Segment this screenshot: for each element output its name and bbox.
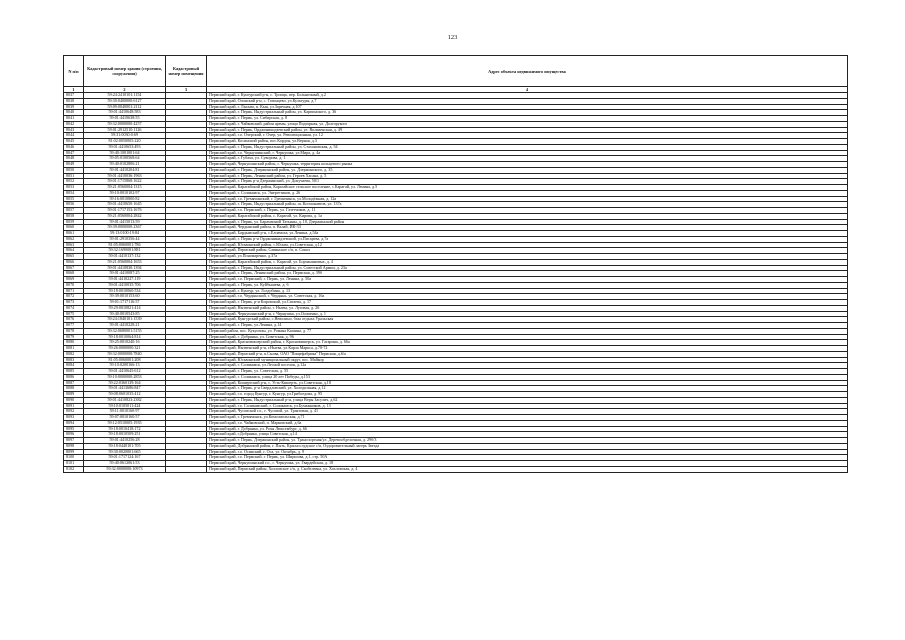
address: Пермский край, г. Пермь, р-н Кировский, ул.Сигаева, д. 17 [207,300,848,306]
table-header-row [64,56,848,87]
address: Пермский край, г. Пермь, Индустриальный р-н, улица Веры Засулич, д.62 [207,397,848,403]
address: Пермский край, г. Пермь, Дзержинский район, ул. Транспортная/ул. Деревообделочная, д. 29б/3 [207,438,848,444]
row-number: 8052 [64,179,84,185]
address: Пермский край, г. Пермь, Ленинский район, ул. Героев Хасана, д. 5 [207,173,848,179]
address: Пермский край, г. Пермь, Индустриальный район, ул. Карпинского, д. 36 [207,110,848,116]
address: Пермский край, г. Пермь, Дзержинский район, ул. Дзержинского, д. 35 [207,167,848,173]
building-cadastral-number: 59:13:0100:19:84 [84,231,166,237]
row-number: 8098 [64,443,84,449]
building-cadastral-number: 81:05:0060001:786 [84,242,166,248]
address: Пермский край, г.о. Пермский, г. Пермь, ул. Газетчиков, д. 11 [207,208,848,214]
building-cadastral-number: 59:18:0010418:172 [84,426,166,432]
address: Пермский край, Нытвенский район, г. Нытва, ул. Луговая, д. 26 [207,305,848,311]
address: Пермский край, г.о. Соликамский, г. Соликамск, ул.Бумажников, д. 13 [207,403,848,409]
building-cadastral-number: 59:01:4410036:1963 [84,173,166,179]
column-number: 3 [166,87,207,93]
building-cadastral-number: 59:01:4410638:55 [84,116,166,122]
address: Пермский край, Чернушинский район, г. Чернушка, территория кольцевого рынка [207,162,848,168]
building-cadastral-number: 59:01:4410087:25 [84,271,166,277]
row-number: 8038 [64,98,84,104]
address: Пермский край, г. Пермь р-н Дзержинский, ул. Докучаева, 50/1 [207,179,848,185]
address: Пермский край, Карагайский район, с. Карагай, ул. Кирова, д. 1а [207,213,848,219]
row-number: 8074 [64,305,84,311]
building-cadastral-number: 59:10:0000000:2853 [84,374,166,380]
property-table [63,55,848,473]
row-number: 8046 [64,144,84,150]
building-cadastral-number: 59:10:0200166:13 [84,363,166,369]
address: Пермский край, г. Соликамск, ул. Энергетиков, д. 26 [207,190,848,196]
row-number: 8077 [64,323,84,329]
address: Пермский край, г. Пермь, ул.Ленина, д.14 [207,323,848,329]
address: Пермский край, г. Пермь, Орджоникидзевский район, ул. Вильвенская, д. 49 [207,127,848,133]
address: Пермский край, г. Гремячинск, ул.Комсомольская, д.71 [207,415,848,421]
address: Пермский край, Пермский р-н, п.Сылва, ОАО "Пищефабрика" Пермская, д.6/а [207,351,848,357]
building-cadastral-number: 59:32:0000000:4257 [84,121,166,127]
building-cadastral-number: 59:01:1717153:1676 [84,208,166,214]
building-cadastral-number: 59:01:1717116:57 [84,300,166,306]
address: Пермский край, г. Добрянка, ул. Советская, д. 96 [207,334,848,340]
building-cadastral-number: 59:21:0560004:1315 [84,185,166,191]
address: Пермский край, Косинский район, пос.Кордон, ул.Верная, д.3 [207,139,848,145]
building-cadastral-number: 59:01:1717124:167 [84,455,166,461]
table-row [64,466,848,472]
building-cadastral-number: 59:01:4413686:847 [84,386,166,392]
row-number: 8099 [64,449,84,455]
row-number: 8076 [64,317,84,323]
address: Пермский край, Чусовской г.о., г. Чусовой, ул. Трактовая, д. 41 [207,409,848,415]
row-number: 8085 [64,369,84,375]
building-cadastral-number: 59:32:0000000:10973 [84,466,166,472]
row-number: 8070 [64,282,84,288]
building-cadastral-number: 59:40:0612061:53 [84,461,166,467]
row-number: 8058 [64,213,84,219]
building-cadastral-number: 59:18:0010060:534 [84,288,166,294]
building-cadastral-number: 59:01:4415013:59 [84,219,166,225]
address: Пермский край, Карагайский район, с. Карагай, ул. Борчаниновых, д. 4 [207,259,848,265]
building-cadastral-number: 59:16:0010800:82 [84,196,166,202]
building-cadastral-number: 59:01:4410035:706 [84,282,166,288]
building-cadastral-number: 59:29:0010821:414 [84,305,166,311]
row-number: 8097 [64,438,84,444]
building-cadastral-number: 59:01:4410228:21 [84,323,166,329]
address: Пермский край, ул.Пономаренко, д.37а [207,254,848,260]
address: Пермский край, г. Кунгур, ул. Голдобина, д. 13 [207,288,848,294]
building-cadastral-number: 59:30:0020001:665 [84,449,166,455]
address: Пермский край, Карагайский район, Карагайское сельское поселение, с.Карагай, ул. Ленина, д.5 [207,185,848,191]
address: Пермский край, г. Пермь р-н Орджоникидзевский, ул.Писарева, д.7а [207,236,848,242]
building-cadastral-number: 59:22:0360139:164 [84,380,166,386]
row-number: 8068 [64,271,84,277]
building-cadastral-number: 59:21:0560004:2842 [84,213,166,219]
building-cadastral-number: 59:01:4410137:132 [84,254,166,260]
row-number: 8080 [64,340,84,346]
row-number: 8086 [64,374,84,380]
building-cadastral-number: 59:18:0440101:705 [84,443,166,449]
address: Пермский край, г. Пермь, Индустриальный район, ул. Советской Армии, д. 23а [207,265,848,271]
address: Пермский край, Красновишерский район, г. Красновишерск, ул. Гагарина, д. 66а [207,340,848,346]
address: Пермский край, г. Пермь, ул. Куйбышева, д. 6 [207,282,848,288]
row-number: 8039 [64,104,84,110]
building-cadastral-number: 59:31:0030:0:69 [84,133,166,139]
row-number: 8063 [64,242,84,248]
table-body [64,93,848,473]
address: Пермский край, Нытвенский р-н, г.Нытва, ул.Карла Маркса, д.70-72 [207,346,848,352]
address: Пермский край, Добрянский район, г. Пыть, Краснослудское с/п, Оздоровительный лагерь Звезда [207,443,848,449]
row-number: 8054 [64,190,84,196]
address: Пермский край, г. Пермь, Ленинский район, ул. Пермская, д. 39б [207,271,848,277]
row-number: 8066 [64,259,84,265]
building-cadastral-number: 59:01:4410227:119 [84,277,166,283]
page-number: 123 [447,34,458,41]
building-cadastral-number: 59:40:1001001:64 [84,150,166,156]
building-cadastral-number: 59:05:0100568:64 [84,156,166,162]
building-cadastral-number: 59:01:2910356:44 [84,236,166,242]
header-address: Адрес объекта недвижимого имущества [207,56,848,87]
building-cadastral-number: 59:32:0000000:7840 [84,351,166,357]
building-cadastral-number: 81:05:0060001:208 [84,357,166,363]
row-number: 8041 [64,116,84,122]
building-cadastral-number: 59:12:0510005:1935 [84,420,166,426]
building-cadastral-number: 59:07:0010160:57 [84,415,166,421]
row-number: 8042 [64,121,84,127]
header-num: N п/п [64,56,84,87]
building-cadastral-number: 59:01:2912510:1126 [84,127,166,133]
row-number: 8040 [64,110,84,116]
address: Пермский край, г. Соликамск, ул.Лесной поселок, д.12а [207,363,848,369]
address: Пермский край, г.Добрянка, улица Советская, д.14 [207,432,848,438]
address: Пермский край, Чердынский район, п. Валай, ИК-33 [207,225,848,231]
row-number: 8050 [64,167,84,173]
row-number: 8095 [64,426,84,432]
column-number: 1 [64,87,84,93]
address: Пермский район, пос. Кукуштан, ул. Романа Кашина, д. 77 [207,328,848,334]
row-number: 8073 [64,300,84,306]
row-number: 8092 [64,409,84,415]
building-cadastral-number: 59:39:0000000:2367 [84,225,166,231]
row-number: 8101 [64,461,84,467]
building-cadastral-number: 59:10:0010102:97 [84,190,166,196]
building-cadastral-number: 59:26:0000000:321 [84,346,166,352]
building-cadastral-number: 59:10:0105011:424 [84,403,166,409]
row-number: 8081 [64,346,84,352]
address: Пермский край, Пермский район, Савинское с/п, п. Сокол [207,248,848,254]
building-cadastral-number: 59:24:2410101:1154 [84,93,166,99]
address: Пермский край, Чернушинский р-н, г. Чернушка, ул.Осипенко, д. 1 [207,311,848,317]
row-number: 8078 [64,328,84,334]
address: Пермский край, г.о. Пермский, г. Пермь, ул. Ширшова, д.1, стр. 50А [207,455,848,461]
building-cadastral-number: 59:25:0010240:16 [84,340,166,346]
row-number: 8093 [64,415,84,421]
address: Пермский край, г.о. Пермский, г. Пермь, ул. Ленина, д. 50а [207,277,848,283]
address: Пермский край, г. Пермь, ул. Барамзиной Татьяны, д. 10, Дзержинский район [207,219,848,225]
building-cadastral-number: 59:11:0010160:97 [84,409,166,415]
row-number: 8079 [64,334,84,340]
row-number: 8060 [64,225,84,231]
address: Пермский край, г. Губаха, ул. Суворова, д. 1 [207,156,848,162]
building-cadastral-number: 81:02:0050005:220 [84,139,166,145]
building-cadastral-number: 59:32:1690001:881 [84,248,166,254]
building-cadastral-number: 59:21:0560004:1653 [84,259,166,265]
building-cadastral-number: 59:01:4410648:583 [84,110,166,116]
row-number: 8059 [64,219,84,225]
address: Пермский край, г. Чайковский, район арены, улица Подгорная, ул. Долгорукого [207,121,848,127]
address: Пермский край, Осинский р-н, с. Гатинцево, ул.Культуры, д.7 [207,98,848,104]
row-number: 8090 [64,397,84,403]
row-number: 8071 [64,288,84,294]
row-number: 8051 [64,173,84,179]
row-number: 8055 [64,196,84,202]
row-number: 8082 [64,351,84,357]
row-number: 8084 [64,363,84,369]
row-number: 8056 [64,202,84,208]
row-number: 8075 [64,311,84,317]
building-cadastral-number: 59:01:4410204:81 [84,167,166,173]
header-premises-cadastral: Кадастровый номер помещения [166,56,207,87]
premises-cadastral-number [166,466,207,472]
row-number: 8043 [64,127,84,133]
property-table-container [63,55,848,473]
row-number: 8087 [64,380,84,386]
building-cadastral-number: 59:18:0010064:814 [84,334,166,340]
building-cadastral-number: 59:18:0010509:251 [84,432,166,438]
address: Пермский край, г. Лысьва, п. Кын, ул.Заречная, д.107 [207,104,848,110]
row-number: 8044 [64,133,84,139]
address: Пермский край, г.о. Осинский, г. Оса, ул. Октябрь, д. 9 [207,449,848,455]
building-cadastral-number: 59:01:4410830:1394 [84,265,166,271]
row-number: 8047 [64,150,84,156]
address: Пермский край, г.о. Чердынский, г. Чердынь, ул. Советская, д. 16а [207,294,848,300]
row-number: 8061 [64,231,84,237]
address: Пермский край, г. Пермь, Индустриальный район, ул. Стахановская, д. 54 [207,144,848,150]
address: Пермский край, Кишертский р-н, с. Усть-Кишерть, ул.Советская, д.18 [207,380,848,386]
address: Пермский край, г. Соликамск, улица 20 лет Победы, д.153 [207,374,848,380]
building-cadastral-number: 59:01:4410823:2382 [84,397,166,403]
building-cadastral-number: 59:01:4410256:28 [84,438,166,444]
building-cadastral-number: 59:09:0040001:2112 [84,104,166,110]
row-number: 8067 [64,265,84,271]
building-cadastral-number: 59:01:4410650:1645 [84,202,166,208]
building-cadastral-number: 59:01:4410653:493 [84,144,166,150]
row-number: 8088 [64,386,84,392]
row-number: 8048 [64,156,84,162]
address: Пермский край, Пермский район, Хохловское с/п, д. Скобелевка, ул. Хохловская, д. 4 [207,466,848,472]
address: Пермский край, Бардымский р-н, с.Елпачиха, ул.Ленина, д.54а [207,231,848,237]
address: Пермский край, Кунгурский район, с.Неволино, база отдыха Уральская [207,317,848,323]
column-number: 2 [84,87,166,93]
row-number: 8091 [64,403,84,409]
address: Пермский край, г.о. Очерский, г. Очер, ул. Революционная, ул. 12 [207,133,848,139]
building-cadastral-number: 59:24:1840101:1539 [84,317,166,323]
row-number: 8069 [64,277,84,283]
address: Пермский край, г.о. Гремячинский, г. Гремячинск, ул.Молодёжная, д. 12а [207,196,848,202]
row-number: 8053 [64,185,84,191]
column-number: 4 [207,87,848,93]
address: Пермский край, г. Кунгурский р-н, с. Троица, пер. Больничный, д.2 [207,93,848,99]
row-number: 8083 [64,357,84,363]
row-number: 8062 [64,236,84,242]
row-number: 8037 [64,93,84,99]
address: Пермский край, г.о. город Кунгур, г. Кунгур, ул.Грибоедова, д. 95 [207,392,848,398]
building-cadastral-number: 59:08:0601035:412 [84,392,166,398]
row-number: 8102 [64,466,84,472]
address: Пермский край, г.о. Чайковский, п. Марковский, д.6а [207,420,848,426]
address: Пермский край, г. Добрянка, ул. Розы Люксембург, д. 66 [207,426,848,432]
row-number: 8049 [64,162,84,168]
row-number: 8089 [64,392,84,398]
header-building-cadastral: Кадастровый номер здания (строения, сооружения) [84,56,166,87]
building-cadastral-number: 59:40:0102806:21 [84,162,166,168]
address: Пермский край, г. Пермь, Индустриальный район, ш. Космонавтов, ул. 137а [207,202,848,208]
address: Пермский край, Чернушинский г.о., г. Чернушка, ул. Гвардейская, д. 18 [207,461,848,467]
row-number: 8096 [64,432,84,438]
address: Пермский край, г. Пермь, ул. Сибирская, д. 8 [207,116,848,122]
address: Пермский край, г. Пермь, ул. Советская, д. 55 [207,369,848,375]
building-cadastral-number: 59:30:0400000:6127 [84,98,166,104]
row-number: 8057 [64,208,84,214]
building-cadastral-number: 59:39:0010153:60 [84,294,166,300]
address: Пермский край, г. Пермь, р-н Свердловский, ул. Холодильная, д.12 [207,386,848,392]
row-number: 8064 [64,248,84,254]
building-cadastral-number: 59:32:0680001:5155 [84,328,166,334]
address: Пермский край, г.о. Чернушинский, г. Чернушка, ул.Мира, д. 4а [207,150,848,156]
building-cadastral-number: 59:01:1715868:1622 [84,179,166,185]
address: Пермский край, Юсьвинский муниципальный округ, пос. Майкор [207,357,848,363]
building-cadastral-number: 59:40:0010543:85 [84,311,166,317]
building-cadastral-number: 59:01:4410645:612 [84,369,166,375]
row-number: 8045 [64,139,84,145]
row-number: 8094 [64,420,84,426]
row-number: 8100 [64,455,84,461]
address: Пермский край, Юсьвинский район, с.Юсьва, ул.Советская, д.12 [207,242,848,248]
row-number: 8072 [64,294,84,300]
row-number: 8065 [64,254,84,260]
